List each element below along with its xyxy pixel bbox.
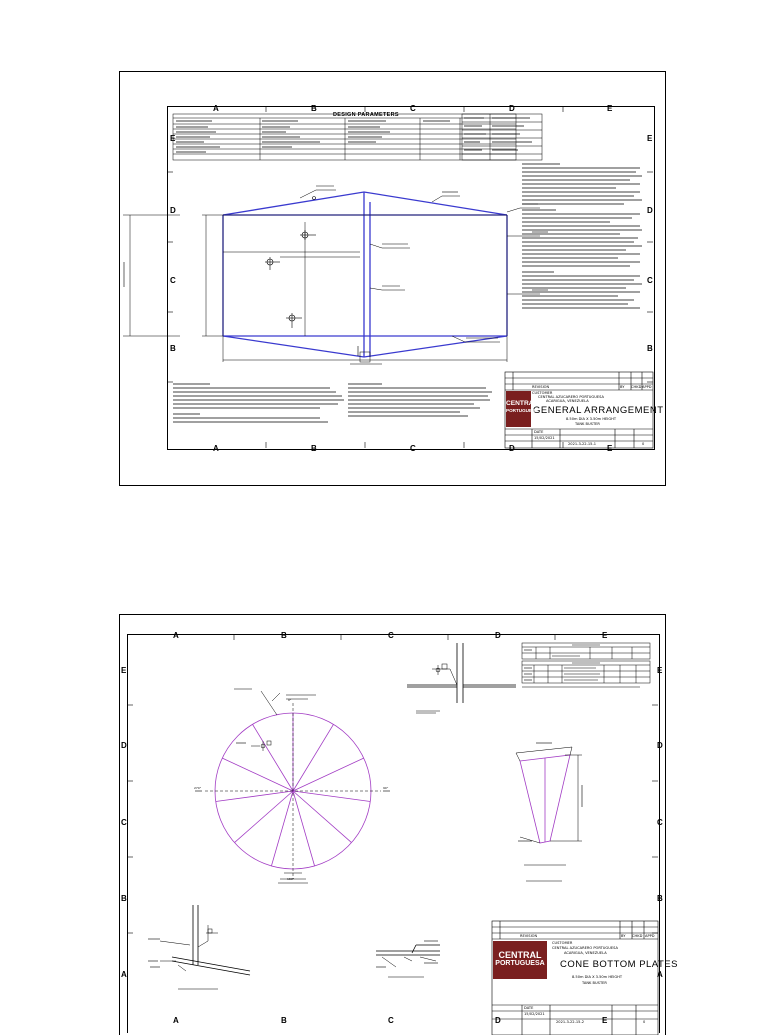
zone-col-label: D [495, 631, 501, 640]
design-parameters-heading: DESIGN PARAMETERS [333, 112, 399, 118]
logo-line1: CENTRAL [506, 400, 538, 407]
titleblock-date-value: 15/02/2021 [524, 1012, 545, 1016]
zone-col-label: C [410, 444, 416, 453]
zone-col-label: A [173, 1016, 179, 1025]
zone-row-label: E [657, 666, 663, 675]
zone-col-label: B [311, 104, 317, 113]
zone-col-label: E [602, 631, 608, 640]
zone-col-label: B [311, 444, 317, 453]
drawing-sheet-cone-bottom-plates [119, 614, 678, 1035]
zone-row-label: A [121, 970, 127, 979]
titleblock-appd-label: APPD [645, 934, 655, 938]
titleblock-appd-label: APPD [642, 385, 652, 389]
titleblock-customer-line2: ACARIGUA, VENEZUELA [564, 951, 607, 955]
drawing-title: GENERAL ARRANGEMENT [533, 405, 664, 416]
zone-row-label: B [647, 344, 653, 353]
zone-row-label: C [170, 276, 176, 285]
titleblock-customer-label: CUSTOMER [532, 391, 553, 395]
titleblock-by-label: BY [620, 385, 625, 389]
central-portuguesa-logo [506, 391, 539, 427]
zone-row-label: B [657, 894, 663, 903]
zone-col-label: C [388, 1016, 394, 1025]
zone-col-label: D [509, 444, 515, 453]
titleblock-date-value: 15/02/2021 [534, 436, 555, 440]
zone-col-label: D [509, 104, 515, 113]
titleblock-date-label: DATE [534, 430, 544, 434]
zone-col-label: E [607, 444, 613, 453]
zone-row-label: A [657, 970, 663, 979]
zone-col-label: A [173, 631, 179, 640]
angle-label-90: 90° [383, 786, 389, 790]
titleblock-drawing-number: 2021-3-22-15-2 [556, 1020, 585, 1024]
titleblock-by-label: BY [621, 934, 626, 938]
zone-col-label: B [281, 1016, 287, 1025]
zone-col-label: A [213, 104, 219, 113]
titleblock-tank-line: TANK BUSTER [575, 422, 600, 426]
cone-bottom-plates-drawing [120, 615, 665, 1035]
zone-col-label: D [495, 1016, 501, 1025]
titleblock-chkd-label: CHKD [631, 385, 642, 389]
logo-line2: PORTUGUESA [495, 960, 545, 967]
titleblock-chkd-label: CHKD [632, 934, 643, 938]
drawing-title: CONE BOTTOM PLATES [560, 959, 678, 970]
zone-row-label: C [657, 818, 663, 827]
zone-col-label: E [607, 104, 613, 113]
titleblock-customer-label: CUSTOMER [552, 941, 573, 945]
titleblock-revision-label: REVISION [520, 934, 538, 938]
titleblock-customer-line2: ACARIGUA, VENEZUELA [546, 399, 589, 403]
angle-label-270: 270° [194, 786, 202, 790]
zone-row-label: E [170, 134, 176, 143]
zone-col-label: A [213, 444, 219, 453]
zone-col-label: C [410, 104, 416, 113]
titleblock-size-line: 8.50m DIA X 3.50m HEIGHT [566, 417, 617, 421]
zone-row-label: E [121, 666, 127, 675]
zone-col-label: C [388, 631, 394, 640]
zone-col-label: B [281, 631, 287, 640]
angle-label-180: 180° [287, 877, 295, 881]
titleblock-rev-value: 0 [642, 442, 645, 446]
drawing-sheet-general-arrangement [119, 71, 666, 486]
logo-line1: CENTRAL [498, 950, 542, 960]
titleblock-drawing-number: 2021-3-22-15-1 [568, 442, 597, 446]
angle-label-0: 0° [288, 698, 292, 702]
titleblock-customer-line1: CENTRAL AZUCARERO PORTUGUESA [538, 395, 604, 399]
titleblock-size-line: 8.50m DIA X 3.50m HEIGHT [572, 975, 623, 979]
titleblock-customer-line1: CENTRAL AZUCARERO PORTUGUESA [552, 946, 618, 950]
titleblock-revision-label: REVISION [532, 385, 550, 389]
logo-line2: PORTUGUESA [506, 408, 539, 413]
zone-col-label: E [602, 1016, 608, 1025]
zone-row-label: E [647, 134, 653, 143]
zone-row-label: D [170, 206, 176, 215]
zone-row-label: B [121, 894, 127, 903]
zone-row-label: D [657, 741, 663, 750]
zone-row-label: C [121, 818, 127, 827]
zone-row-label: D [121, 741, 127, 750]
titleblock-tank-line: TANK BUSTER [582, 981, 607, 985]
zone-row-label: D [647, 206, 653, 215]
zone-row-label: B [170, 344, 176, 353]
central-portuguesa-logo [493, 941, 547, 979]
titleblock-rev-value: 0 [643, 1020, 646, 1024]
zone-row-label: C [647, 276, 653, 285]
titleblock-date-label: DATE [524, 1006, 534, 1010]
